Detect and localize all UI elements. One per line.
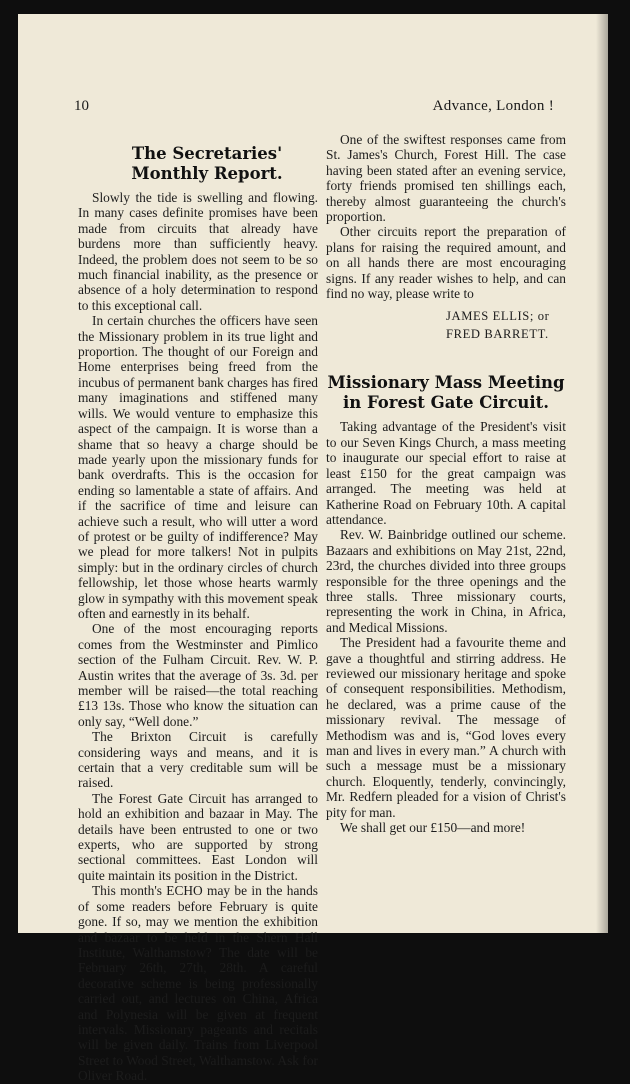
article-paragraph: Rev. W. Bainbridge outlined our scheme. Bazaars and exhibitions on May 21st, 22nd, 23rd, the churches divided into three groups responsible for the three openings and the three stalls. Three missionary courts, representing the work in China, in Africa, and Medical Missions.	[326, 527, 566, 635]
magazine-page	[18, 14, 608, 1084]
article-paragraph: In certain churches the officers have seen the Missionary problem in its true light and proportion. The thought of our Foreign and Home enterprises being freed from the incubus of permanent bank charges has fired many imaginations and stiffened many wills. We would venture to emphasize this aspect of the campaign. It is worse than a shame that so heavy a charge should be made yearly upon the missionary funds for bank overdrafts. This is the occasion for ending so lamentable a state of affairs. And if the sacrifice of time and leisure can achieve such a result, who will utter a word of protest or be guilty of indifference? May we plead for more talkers! Not in pulpits simply: but in the ordinary circles of church fellowship, let those whose hearts warmly glow in sympathy with this movement speak often and earnestly in its behalf.	[78, 313, 318, 621]
article-paragraph: The Brixton Circuit is carefully considering ways and means, and it is certain that a very creditable sum will be raised.	[78, 729, 318, 791]
signature-line: FRED BARRETT.	[446, 327, 549, 342]
article-title-mass-meeting: Missionary Mass Meeting in Forest Gate Circuit.	[327, 373, 565, 413]
article-title-secretaries-report: The Secretaries' Monthly Report.	[131, 144, 283, 183]
article-paragraph: One of the swiftest responses came from St. James's Church, Forest Hill. The case having been stated after an evening service, forty friends promised ten shillings each, thereby almost guaranteeing the church's proportion.	[326, 132, 566, 225]
left-column	[78, 126, 318, 1084]
signature-block	[326, 307, 566, 343]
article-paragraph: Slowly the tide is swelling and flowing. In many cases definite promises have been made from circuits that already have burdens more than sufficiently heavy. Indeed, the problem does not seem to be so much financial inability, as the presence or absence of a holy determination to respond to this exceptional call.	[78, 190, 318, 313]
article-paragraph: This month's ECHO may be in the hands of some readers before February is quite gone. If so, may we mention the exhibition and bazaar to be held in the Shern Hall Institute, Walthamstow? The date will be February 26th, 27th, 28th. A careful decorative scheme is being professionally carried out, and lectures on China, Africa and Polynesia will be given at frequent intervals. Missionary pageants and recitals will be given daily. Trains from Liverpool Street to Wood Street, Walthamstow. Ask for Oliver Road.	[78, 883, 318, 1084]
signature-line: JAMES ELLIS; or	[446, 309, 550, 324]
article-paragraph: Taking advantage of the President's visit to our Seven Kings Church, a mass meeting to inaugurate our special effort to raise at least £150 for the great campaign was arranged. The meeting was held at Katherine Road on February 10th. A capital attendance.	[326, 419, 566, 527]
article-paragraph: The President had a favourite theme and gave a thoughtful and stirring address. He reviewed our missionary heritage and spoke of consequent responsibilities. Methodism, he declared, was a prime cause of the missionary revival. The message of Methodism was and is, “God loves every man and lives in every man.” A church with such a message must be a missionary church. Eloquently, tenderly, convincingly, Mr. Redfern pleaded for a vision of Christ's pity for man.	[326, 635, 566, 820]
article-paragraph: Other circuits report the preparation of plans for raising the required amount, and on all hands there are most encouraging signs. If any reader wishes to help, and can find no way, please write to	[326, 224, 566, 302]
article-paragraph: One of the most encouraging reports comes from the Westminster and Pimlico section of the Fulham Circuit. Rev. W. P. Austin writes that the average of 3s. 3d. per member will be raised—the total reaching £13 13s. Those who know the situation can only say, “Well done.”	[78, 621, 318, 729]
article-paragraph: We shall get our £150—and more!	[340, 820, 526, 836]
page-number: 10	[74, 98, 89, 114]
right-column	[326, 132, 566, 835]
section-spacer	[326, 343, 566, 365]
running-title: Advance, London !	[432, 98, 554, 114]
article-paragraph: The Forest Gate Circuit has arranged to hold an exhibition and bazaar in May. The details have been entrusted to one or two experts, who are supported by strong sectional committees. East London will quite maintain its position in the District.	[78, 790, 318, 883]
